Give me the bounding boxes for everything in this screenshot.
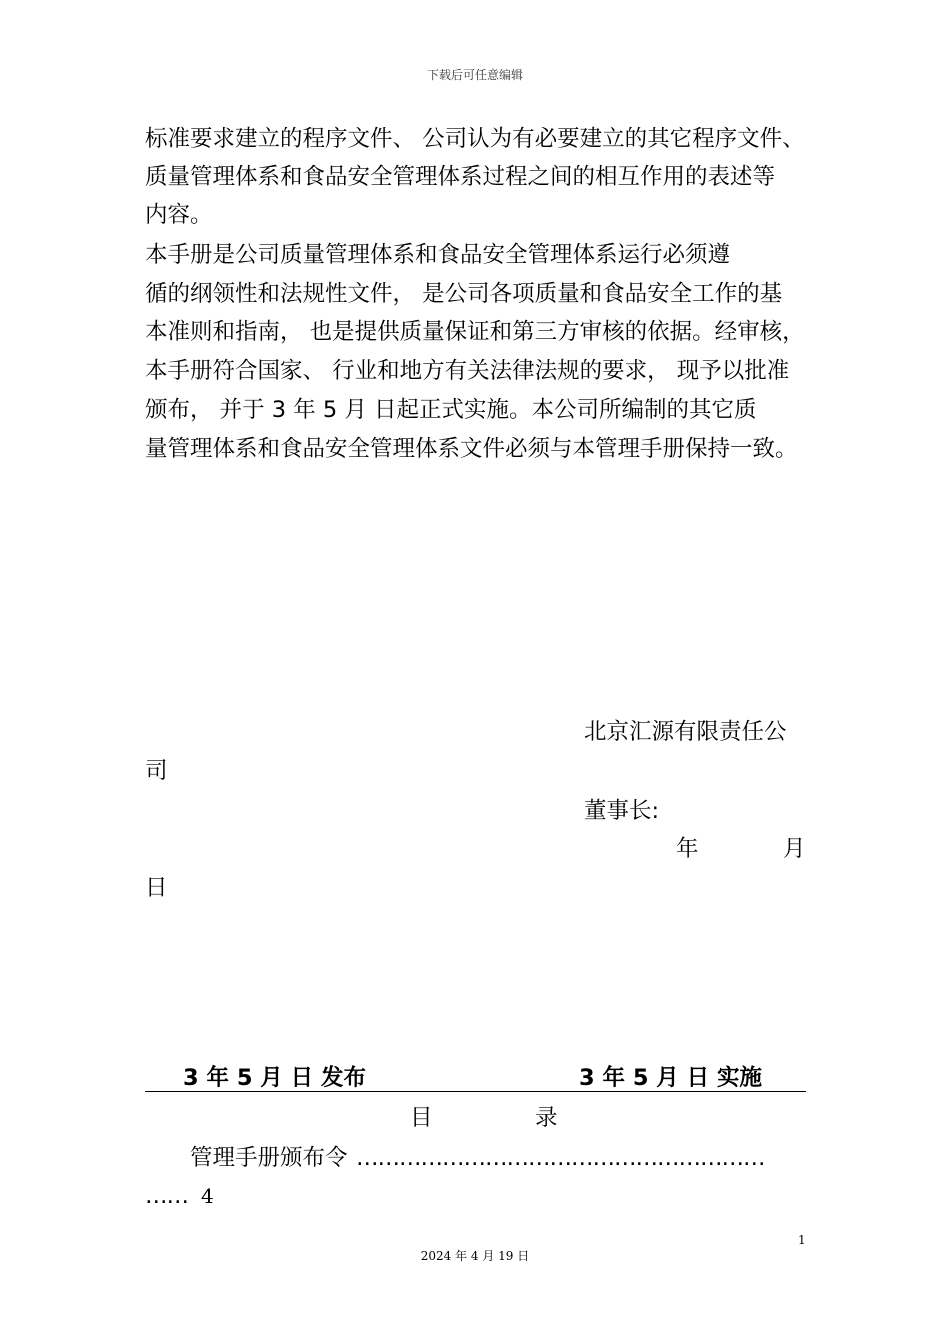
toc-item-label[interactable]: 管理手册颁布令 [190,1145,348,1171]
page-header: 下载后可任意编辑 [426,68,523,82]
body-line: 标准要求建立的程序文件、 公司认为有必要建立的其它程序文件、 [145,126,805,152]
toc-title-right: 录 [535,1105,558,1131]
body-line: 循的纲领性和法规性文件， 是公司各项质量和食品安全工作的基 [145,281,783,307]
body-line: 颁布， 并于 3 年 5 月 日起正式实施。本公司所编制的其它质 [145,397,757,423]
body-line: 本准则和指南， 也是提供质量保证和第三方审核的依据。经审核， [145,319,805,345]
footer-date: 2024 年 4 月 19 日 [420,1249,530,1263]
page-number: 1 [798,1233,806,1247]
effective-date: 3 年 5 月 日 实施 [579,1065,762,1091]
body-line: 本手册是公司质量管理体系和食品安全管理体系运行必须遵 [145,242,731,268]
body-line: 内容。 [145,202,213,228]
body-line: 量管理体系和食品安全管理体系文件必须与本管理手册保持一致。 [145,436,798,462]
toc-item-dots-continued: …… [145,1183,188,1209]
release-divider [145,1091,806,1092]
company-name-continued: 司 [145,758,168,784]
body-line: 质量管理体系和食品安全管理体系过程之间的相互作用的表述等 [145,164,776,190]
day-label: 日 [145,875,168,901]
toc-item-dots: ………………………………………………… [356,1145,765,1171]
toc-title-left: 目 [410,1105,433,1131]
chairman-label: 董事长: [584,798,660,824]
publish-date: 3 年 5 月 日 发布 [183,1065,366,1091]
month-label: 月 [783,836,806,862]
body-line: 本手册符合国家、 行业和地方有关法律法规的要求， 现予以批准 [145,358,790,384]
toc-item-page[interactable]: 4 [201,1184,214,1208]
year-label: 年 [676,836,699,862]
company-name: 北京汇源有限责任公 [584,719,787,745]
